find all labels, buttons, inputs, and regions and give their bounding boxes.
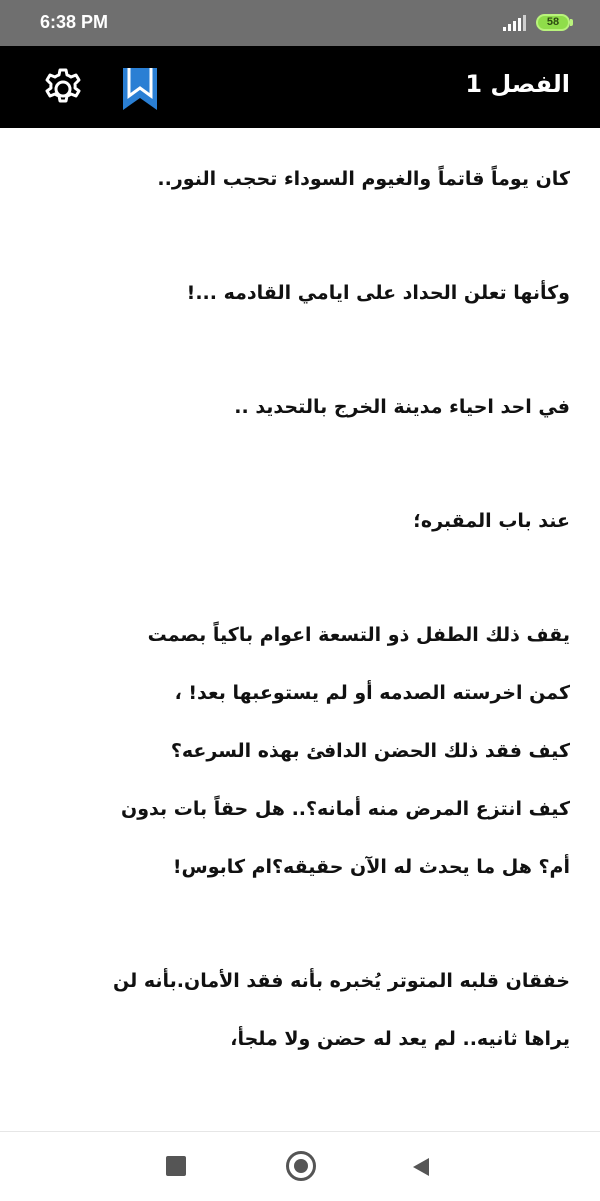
status-bar [0,0,600,46]
paragraph-line: كيف فقد ذلك الحضن الدافئ بهذه السرعه؟ [170,740,570,762]
paragraph [30,378,570,436]
system-nav-bar [0,1131,600,1201]
battery-icon [536,14,570,31]
paragraph [30,606,570,896]
paragraph-line: في احد احياء مدينة الخرج بالتحديد .. [234,396,570,418]
paragraph [30,150,570,208]
paragraph-line: كان يوماً قاتماً والغيوم السوداء تحجب النور.. [157,168,570,190]
app-bar [0,46,600,128]
battery-level: 58 [546,16,560,28]
triangle-back-icon[interactable] [411,1156,431,1178]
paragraph-line: يقف ذلك الطفل ذو التسعة اعوام باكياً بصمت [147,624,570,646]
paragraph [30,492,570,550]
signal-icon [503,15,527,31]
status-time: 6:38 PM [40,12,109,32]
paragraph-line: كيف انتزع المرض منه أمانه؟.. هل حقاً بات بدون [120,798,570,820]
paragraph [30,952,570,1068]
battery-cap [570,19,573,26]
paragraph-line: أم؟ هل ما يحدث له الآن حقيقه؟ام كابوس! [172,856,570,878]
paragraph-line: كمن اخرسته الصدمه أو لم يستوعبها بعد! ، [174,682,570,704]
circle-home-icon[interactable] [286,1151,316,1181]
paragraph-line: عند باب المقبره؛ [413,510,570,532]
chapter-content [30,150,570,1130]
chapter-title: الفصل 1 [465,70,570,98]
paragraph-line: يراها ثانيه.. لم يعد له حضن ولا ملجأ، [230,1028,570,1050]
paragraph [30,264,570,322]
square-icon[interactable] [166,1156,186,1176]
bookmark-icon[interactable] [121,66,159,112]
paragraph-line: خفقان قلبه المتوتر يُخبره بأنه فقد الأمان.بأنه لن [113,970,570,992]
paragraph-line: وكأنها تعلن الحداد على ايامي القادمه ...! [186,282,570,304]
gear-icon[interactable] [40,66,86,112]
